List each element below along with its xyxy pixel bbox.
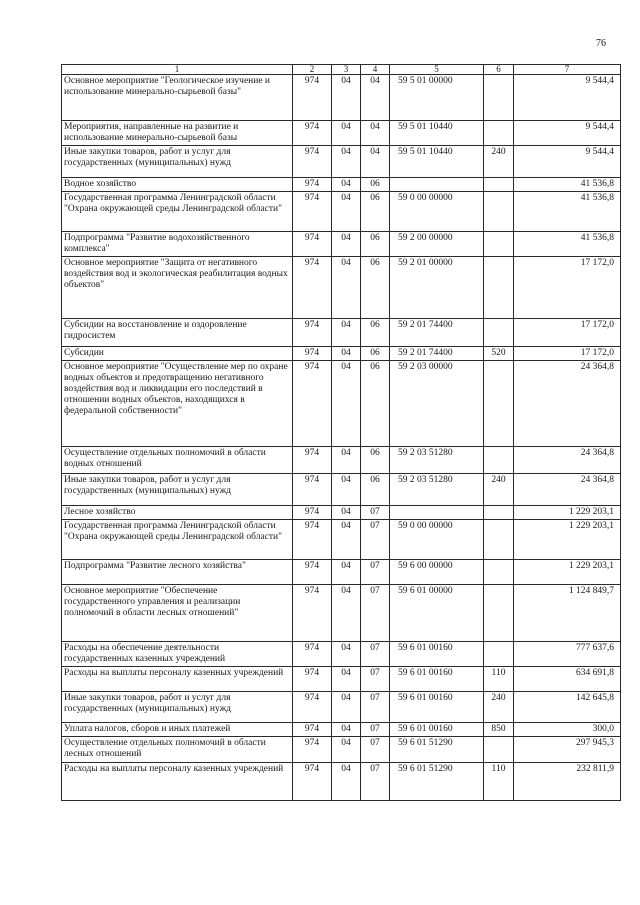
row-grbs-cell: 974 (293, 560, 332, 585)
table-row (62, 146, 621, 178)
row-target-article-cell: 59 6 01 00160 (390, 723, 484, 737)
row-amount-cell: 297 945,3 (514, 737, 621, 763)
row-target-article-cell: 59 6 01 00000 (390, 585, 484, 642)
row-target-article-cell: 59 2 01 74400 (390, 347, 484, 361)
row-target-article-cell: 59 2 01 74400 (390, 319, 484, 347)
row-target-article-cell: 59 2 00 00000 (390, 232, 484, 257)
row-expense-type-cell (484, 75, 514, 121)
row-grbs-cell: 974 (293, 585, 332, 642)
row-section-cell: 04 (332, 347, 361, 361)
row-subsection-cell: 06 (361, 447, 390, 474)
row-grbs-cell: 974 (293, 347, 332, 361)
row-section-cell: 04 (332, 178, 361, 192)
row-section-cell: 04 (332, 257, 361, 319)
row-expense-type-cell (484, 585, 514, 642)
row-amount-cell: 634 691,8 (514, 667, 621, 692)
row-section-cell: 04 (332, 520, 361, 560)
header-row (62, 65, 621, 75)
table-row (62, 347, 621, 361)
table-row (62, 667, 621, 692)
row-subsection-cell: 07 (361, 723, 390, 737)
row-grbs-cell: 974 (293, 192, 332, 232)
row-expense-type-cell: 520 (484, 347, 514, 361)
row-amount-cell: 1 229 203,1 (514, 506, 621, 520)
column-header: 5 (390, 65, 484, 75)
row-section-cell: 04 (332, 319, 361, 347)
row-section-cell: 04 (332, 737, 361, 763)
row-subsection-cell: 04 (361, 146, 390, 178)
row-expense-type-cell (484, 447, 514, 474)
row-target-article-cell: 59 5 01 00000 (390, 75, 484, 121)
row-amount-cell: 300,0 (514, 723, 621, 737)
row-section-cell: 04 (332, 642, 361, 667)
row-grbs-cell: 974 (293, 178, 332, 192)
table-row (62, 121, 621, 146)
row-name-cell: Государственная программа Ленинградской области "Охрана окружающей среды Ленинградской области" (62, 520, 293, 560)
row-amount-cell: 1 229 203,1 (514, 520, 621, 560)
table-row (62, 447, 621, 474)
row-grbs-cell: 974 (293, 75, 332, 121)
row-amount-cell: 232 811,9 (514, 763, 621, 801)
table-row (62, 585, 621, 642)
table-row (62, 520, 621, 560)
row-subsection-cell: 06 (361, 232, 390, 257)
row-name-cell: Осуществление отдельных полномочий в области лесных отношений (62, 737, 293, 763)
row-amount-cell: 777 637,6 (514, 642, 621, 667)
row-target-article-cell: 59 6 01 00160 (390, 642, 484, 667)
row-subsection-cell: 07 (361, 506, 390, 520)
row-name-cell: Субсидии на восстановление и оздоровление гидросистем (62, 319, 293, 347)
row-target-article-cell: 59 6 00 00000 (390, 560, 484, 585)
row-grbs-cell: 974 (293, 361, 332, 447)
row-section-cell: 04 (332, 146, 361, 178)
row-expense-type-cell (484, 121, 514, 146)
row-amount-cell: 41 536,8 (514, 178, 621, 192)
row-name-cell: Лесное хозяйство (62, 506, 293, 520)
row-expense-type-cell (484, 319, 514, 347)
row-name-cell: Подпрограмма "Развитие водохозяйственного комплекса" (62, 232, 293, 257)
row-grbs-cell: 974 (293, 232, 332, 257)
row-target-article-cell: 59 5 01 10440 (390, 121, 484, 146)
page-number: 76 (596, 38, 606, 49)
row-amount-cell: 41 536,8 (514, 192, 621, 232)
row-name-cell: Осуществление отдельных полномочий в области водных отношений (62, 447, 293, 474)
row-expense-type-cell (484, 506, 514, 520)
row-target-article-cell: 59 2 01 00000 (390, 257, 484, 319)
row-amount-cell: 142 645,8 (514, 692, 621, 723)
column-header: 1 (62, 65, 293, 75)
row-amount-cell: 17 172,0 (514, 257, 621, 319)
row-target-article-cell: 59 6 01 51290 (390, 737, 484, 763)
row-amount-cell: 24 364,8 (514, 474, 621, 506)
row-expense-type-cell: 240 (484, 692, 514, 723)
row-name-cell: Водное хозяйство (62, 178, 293, 192)
row-grbs-cell: 974 (293, 121, 332, 146)
row-amount-cell: 24 364,8 (514, 361, 621, 447)
row-subsection-cell: 06 (361, 319, 390, 347)
budget-table (61, 64, 621, 801)
row-target-article-cell: 59 0 00 00000 (390, 520, 484, 560)
row-target-article-cell: 59 2 03 51280 (390, 474, 484, 506)
row-name-cell: Уплата налогов, сборов и иных платежей (62, 723, 293, 737)
row-name-cell: Расходы на выплаты персоналу казенных учреждений (62, 667, 293, 692)
row-expense-type-cell (484, 560, 514, 585)
table-row (62, 763, 621, 801)
column-header: 7 (514, 65, 621, 75)
table-row (62, 178, 621, 192)
table-row (62, 361, 621, 447)
row-amount-cell: 1 229 203,1 (514, 560, 621, 585)
row-name-cell: Мероприятия, направленные на развитие и использование минерально-сырьевой базы (62, 121, 293, 146)
row-grbs-cell: 974 (293, 146, 332, 178)
column-header: 2 (293, 65, 332, 75)
row-section-cell: 04 (332, 75, 361, 121)
row-expense-type-cell (484, 178, 514, 192)
row-section-cell: 04 (332, 447, 361, 474)
row-expense-type-cell: 240 (484, 474, 514, 506)
row-grbs-cell: 974 (293, 447, 332, 474)
row-expense-type-cell: 850 (484, 723, 514, 737)
row-subsection-cell: 04 (361, 121, 390, 146)
row-section-cell: 04 (332, 763, 361, 801)
table-row (62, 560, 621, 585)
row-name-cell: Государственная программа Ленинградской области "Охрана окружающей среды Ленинградской области" (62, 192, 293, 232)
row-target-article-cell: 59 6 01 51290 (390, 763, 484, 801)
row-section-cell: 04 (332, 361, 361, 447)
row-name-cell: Основное мероприятие "Осуществление мер по охране водных объектов и предотвращению негативного воздействия вод и ликвидации его последствий в отношении водных объектов, находящихся в федеральной собственности" (62, 361, 293, 447)
row-expense-type-cell (484, 192, 514, 232)
column-header: 4 (361, 65, 390, 75)
row-section-cell: 04 (332, 667, 361, 692)
row-name-cell: Иные закупки товаров, работ и услуг для государственных (муниципальных) нужд (62, 146, 293, 178)
row-expense-type-cell (484, 642, 514, 667)
row-amount-cell: 9 544,4 (514, 146, 621, 178)
row-subsection-cell: 07 (361, 520, 390, 560)
row-section-cell: 04 (332, 585, 361, 642)
row-name-cell: Расходы на обеспечение деятельности государственных казенных учреждений (62, 642, 293, 667)
row-amount-cell: 9 544,4 (514, 75, 621, 121)
row-subsection-cell: 06 (361, 361, 390, 447)
row-target-article-cell: 59 0 00 00000 (390, 192, 484, 232)
row-section-cell: 04 (332, 474, 361, 506)
table-row (62, 257, 621, 319)
row-amount-cell: 17 172,0 (514, 319, 621, 347)
row-target-article-cell: 59 2 03 51280 (390, 447, 484, 474)
row-target-article-cell (390, 178, 484, 192)
row-subsection-cell: 06 (361, 192, 390, 232)
row-grbs-cell: 974 (293, 737, 332, 763)
row-section-cell: 04 (332, 192, 361, 232)
row-amount-cell: 9 544,4 (514, 121, 621, 146)
row-grbs-cell: 974 (293, 667, 332, 692)
row-grbs-cell: 974 (293, 520, 332, 560)
row-target-article-cell (390, 506, 484, 520)
column-header: 6 (484, 65, 514, 75)
row-section-cell: 04 (332, 121, 361, 146)
row-grbs-cell: 974 (293, 506, 332, 520)
row-target-article-cell: 59 2 03 00000 (390, 361, 484, 447)
table-row (62, 192, 621, 232)
row-name-cell: Основное мероприятие "Геологическое изучение и использование минерально-сырьевой базы" (62, 75, 293, 121)
row-subsection-cell: 07 (361, 763, 390, 801)
table-row (62, 692, 621, 723)
table-row (62, 75, 621, 121)
row-amount-cell: 1 124 849,7 (514, 585, 621, 642)
row-expense-type-cell: 240 (484, 146, 514, 178)
row-grbs-cell: 974 (293, 319, 332, 347)
row-amount-cell: 17 172,0 (514, 347, 621, 361)
row-expense-type-cell: 110 (484, 763, 514, 801)
row-subsection-cell: 06 (361, 257, 390, 319)
table-row (62, 642, 621, 667)
row-name-cell: Иные закупки товаров, работ и услуг для государственных (муниципальных) нужд (62, 692, 293, 723)
row-target-article-cell: 59 6 01 00160 (390, 692, 484, 723)
row-grbs-cell: 974 (293, 763, 332, 801)
row-amount-cell: 41 536,8 (514, 232, 621, 257)
row-subsection-cell: 06 (361, 178, 390, 192)
row-section-cell: 04 (332, 232, 361, 257)
table-row (62, 737, 621, 763)
row-expense-type-cell: 110 (484, 667, 514, 692)
row-section-cell: 04 (332, 723, 361, 737)
row-grbs-cell: 974 (293, 692, 332, 723)
row-amount-cell: 24 364,8 (514, 447, 621, 474)
row-grbs-cell: 974 (293, 723, 332, 737)
table-row (62, 723, 621, 737)
row-subsection-cell: 07 (361, 642, 390, 667)
table-row (62, 319, 621, 347)
table-row (62, 506, 621, 520)
row-name-cell: Расходы на выплаты персоналу казенных учреждений (62, 763, 293, 801)
row-section-cell: 04 (332, 692, 361, 723)
row-expense-type-cell (484, 257, 514, 319)
row-name-cell: Основное мероприятие "Защита от негативного воздействия вод и экологическая реабилитация водных объектов" (62, 257, 293, 319)
row-subsection-cell: 07 (361, 585, 390, 642)
row-subsection-cell: 07 (361, 737, 390, 763)
row-grbs-cell: 974 (293, 642, 332, 667)
table-row (62, 474, 621, 506)
row-target-article-cell: 59 5 01 10440 (390, 146, 484, 178)
row-subsection-cell: 06 (361, 347, 390, 361)
row-subsection-cell: 06 (361, 474, 390, 506)
row-section-cell: 04 (332, 506, 361, 520)
row-subsection-cell: 04 (361, 75, 390, 121)
row-name-cell: Субсидии (62, 347, 293, 361)
row-subsection-cell: 07 (361, 560, 390, 585)
row-target-article-cell: 59 6 01 00160 (390, 667, 484, 692)
row-subsection-cell: 07 (361, 692, 390, 723)
table-row (62, 232, 621, 257)
row-expense-type-cell (484, 232, 514, 257)
column-header: 3 (332, 65, 361, 75)
row-subsection-cell: 07 (361, 667, 390, 692)
row-section-cell: 04 (332, 560, 361, 585)
row-expense-type-cell (484, 361, 514, 447)
row-name-cell: Иные закупки товаров, работ и услуг для государственных (муниципальных) нужд (62, 474, 293, 506)
row-name-cell: Основное мероприятие "Обеспечение государственного управления и реализации полномочий в области лесных отношений" (62, 585, 293, 642)
row-expense-type-cell (484, 520, 514, 560)
row-expense-type-cell (484, 737, 514, 763)
row-grbs-cell: 974 (293, 474, 332, 506)
row-name-cell: Подпрограмма "Развитие лесного хозяйства" (62, 560, 293, 585)
row-grbs-cell: 974 (293, 257, 332, 319)
